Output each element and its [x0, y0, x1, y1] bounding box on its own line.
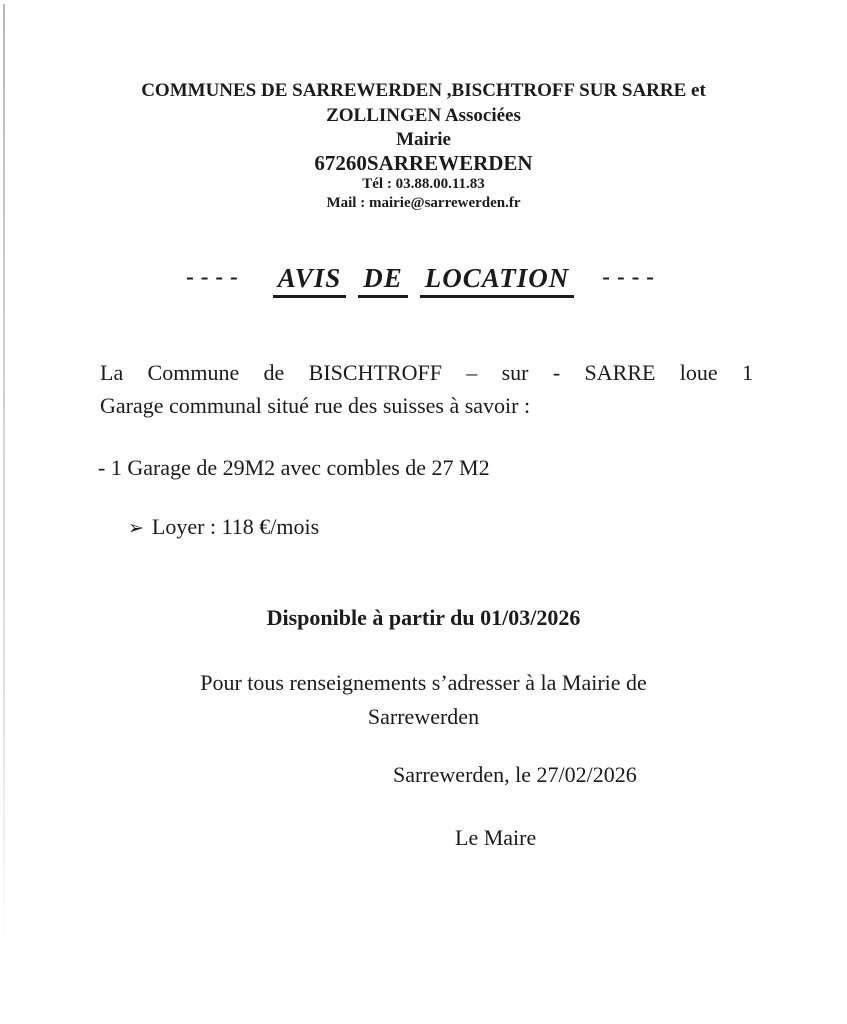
- letterhead: [0, 0, 847, 213]
- document-title: [0, 263, 847, 298]
- scan-edge-artifact: [3, 4, 5, 949]
- garage-description-line: - 1 Garage de 29M2 avec combles de 27 M2: [98, 455, 490, 480]
- letterhead-communes-line2: ZOLLINGEN Associées: [326, 105, 521, 126]
- letterhead-office: Mairie: [396, 129, 451, 150]
- intro-paragraph: [100, 356, 753, 422]
- intro-line2: Garage communal situé rue des suisses à savoir :: [100, 393, 531, 418]
- letterhead-phone: Tél : 03.88.00.11.83: [362, 176, 485, 192]
- letterhead-postal-city: 67260SARREWERDEN: [314, 151, 533, 175]
- intro-line1: La Commune de BISCHTROFF – sur - SARRE loue 1: [100, 360, 753, 385]
- rent-text: Loyer : 118 €/mois: [151, 514, 320, 539]
- letterhead-communes-line1: COMMUNES DE SARREWERDEN ,BISCHTROFF SUR SARRE et: [141, 80, 706, 101]
- letterhead-email: Mail : mairie@sarrewerden.fr: [326, 195, 521, 211]
- availability-line: Disponible à partir du 01/03/2026: [266, 605, 581, 630]
- contact-line1: Pour tous renseignements s’adresser à la Mairie de: [200, 670, 647, 695]
- contact-paragraph: [0, 666, 847, 734]
- arrowhead-bullet-icon: ➢: [128, 517, 144, 539]
- title-dashes-left: ----: [186, 264, 245, 289]
- rent-line: [128, 510, 847, 545]
- title-word-de: DE: [358, 263, 408, 298]
- title-dashes-right: ----: [602, 264, 661, 289]
- title-word-location: LOCATION: [420, 263, 575, 298]
- signature-title: Le Maire: [455, 825, 537, 850]
- place-date-line: Sarrewerden, le 27/02/2026: [393, 762, 637, 787]
- title-word-avis: AVIS: [273, 263, 347, 298]
- contact-line2: Sarrewerden: [367, 704, 480, 729]
